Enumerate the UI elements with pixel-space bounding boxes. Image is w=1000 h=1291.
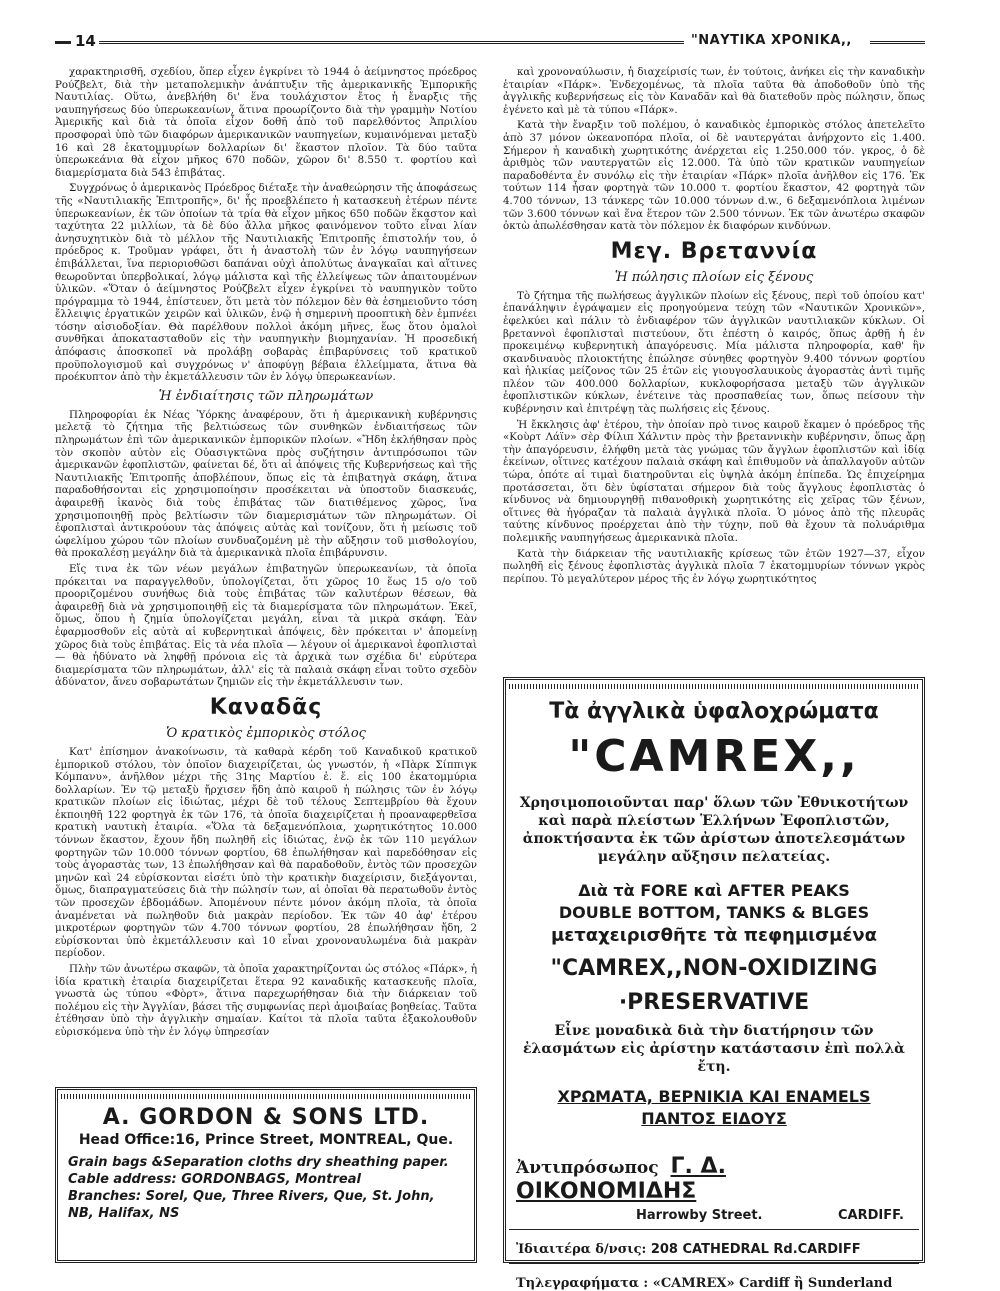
rep-name: Γ. Δ. ΟΙΚΟΝΟΜΙΔΗΣ [516, 1154, 726, 1204]
header-rule-left [55, 41, 71, 44]
section-heading-canada: Καναδᾶς [209, 694, 323, 720]
left-column [55, 66, 477, 1042]
camrex-unique: Εἶνε μοναδικὰ διὰ τὴν διατήρησιν τῶν ἐλασμάτων εἰς ἀρίστην κατάστασιν ἐπὶ πολλὰ ἔτη. [523, 1023, 905, 1075]
camrex-product-type: ·PRESERVATIVE [618, 990, 810, 1015]
paragraph: Κατ' ἐπίσημον ἀνακοίνωσιν, τὰ καθαρὰ κέρδη τοῦ Καναδικοῦ κρατικοῦ ἐμπορικοῦ στόλου, τὸν ὁποῖον διαχειρίζεται, ὡς γνωστόν, ἡ «Πὰρκ Σίππιγκ Κόμπανυ», ἀνῆλθον μέχρι τῆς 31ης Μαρτίου ἐ. ἔ. εἰς 100 ἑκατομμύρια δολλαρίων. Ἐν τῷ μεταξὺ ἤρχισεν ἤδη ἀπὸ καιροῦ ἡ πώλησις τῶν ἐν λόγῳ κρατικῶν πλοίων εἰς ἰδιώτας, μέχρι δὲ τοῦ τέλους Σεπτεμβρίου θὰ ἔχουν ἐκποιηθῆ 122 φορτηγὰ ἐκ τῶν 176, τὰ ὁποῖα διαχειρίζεται ἡ προαναφερθεῖσα κρατικὴ ναυτικὴ ἑταιρία. «Ὅλα τὰ δεξαμενόπλοια, χωρητικότητος 10.000 τόννων ἕκαστον, ἔχουν ἤδη πωληθῆ εἰς ἰδιώτας, ἐνῷ ἐκ τῶν 110 μεγάλων φορτηγῶν τῶν 10.000 τόννων φορτίου, 68 ἐπωλήθησαν καὶ παρεδόθησαν εἰς τοὺς ἀγοραστὰς των, 13 ἐπωλήθησαν καὶ θὰ παραδοθοῦν, ἐντὸς τῶν προσεχῶν μηνῶν καὶ 24 εὑρίσκονται εἰσέτι ὑπὸ τὴν κρατικὴν διαχείρισιν, διεξάγονται, ὅμως, διαπραγματεύσεις διὰ τὴν πώλησίν των, αἱ ὁποῖαι θὰ περατωθοῦν ἐντὸς τῶν προσεχῶν ἑβδομάδων. Ἀπομένουν πέντε μόνον ἀκόμη πλοῖα, τὰ ὁποῖα ἀναμένεται νὰ πωληθοῦν διὰ μακρὰν περίοδον. Ἐκ τῶν 40 ἀφ' ἑτέρου μικροτέρων φορτηγῶν τῶν 4.700 τόννων φορτίου, 28 ἐπωλήθησαν ἤδη, 2 εὑρίσκονται ὑπὸ ἐκμετάλλευσιν καὶ 10 εἶναι χρονοναυλωμένα διὰ μακρὰν περίοδον. [55, 745, 477, 960]
magazine-title: "ΝΑΥΤΙΚΑ ΧΡΟΝΙΚΑ,, [691, 33, 852, 48]
private-label: Ἰδιαιτέρα δ/νσις: [516, 1242, 647, 1257]
rep-address [516, 1208, 912, 1223]
private-address: 208 CATHEDRAL Rd.CARDIFF [650, 1242, 861, 1257]
header-rule-middle [99, 41, 684, 44]
paragraph: Κατὰ τὴν ἔναρξιν τοῦ πολέμου, ὁ καναδικὸς ἐμπορικὸς στόλος ἀπετελεῖτο ἀπὸ 37 μόνον ὠκεανοπόρα πλοῖα, οἱ δὲ ναυτεργάται ἀνήρχοντο εἰς 1.400. Σήμερον ἡ καναδικὴ χωρητικότης ἀνέρχεται εἰς 1.250.000 τόν. γκρος, ὁ δὲ ἀριθμὸς τῶν ναυτεργατῶν εἰς 12.000. Τὰ ὑπὸ τῶν κρατικῶν ναυπηγείων παραδοθέντα ἐν συνόλῳ εἰς τὴν ἑταιρίαν «Πάρκ» πλοῖα ἀνῆλθον εἰς 176. Ἐκ τούτων 114 ἦσαν φορτηγὰ τῶν 10.000 τ. φορτίου ἕκαστον, 42 φορτηγὰ τῶν 4.700 τόννων, 13 τάνκερς τῶν 10.000 τόννων d.w., 6 δεξαμενόπλοια λιμένων τῶν 3.600 τόννων καὶ ἕνα ἕτερον τῶν 2.500 τόννων. Ἐκ τῶν ἀνωτέρω σκαφῶν ὀκτὼ ἀπωλέσθησαν κατὰ τὸν πόλεμον ἐκ διαφόρων κινδύνων. [503, 119, 925, 233]
rep-telegraph: Τηλεγραφήματα : «CAMREX» Cardiff ἢ Sunderland [516, 1276, 893, 1291]
camrex-heading: Τὰ ἀγγλικὰ ὑφαλοχρώματα [549, 699, 879, 724]
camrex-bottom-line: DOUBLE BOTTOM, TANKS & BLGES [558, 903, 870, 922]
subheading-state-fleet: Ὁ κρατικὸς ἐμπορικὸς στόλος [166, 725, 366, 741]
rep-city: CARDIFF. [837, 1208, 904, 1223]
section-heading-great-britain: Μεγ. Βρεταννία [610, 238, 818, 264]
header-rule-right [870, 41, 925, 44]
camrex-claim: Χρησιμοποιοῦνται παρ' ὅλων τῶν Ἐθνικοτήτων καὶ παρὰ πλείστων Ἑλλήνων Ἐφοπλιστῶν, ἀποκτήσαντα ἐκ τῶν ἀρίστων ἀποτελεσμάτων μεγάλην αὔξησιν πελατείας. [519, 795, 909, 865]
rep-street: Harrowby Street. [636, 1208, 763, 1223]
paragraph: Τὸ ζήτημα τῆς πωλήσεως ἀγγλικῶν πλοίων εἰς ξένους, περὶ τοῦ ὁποίου κατ' ἐπανάληψιν ἐγράψαμεν εἰς προηγούμενα τεύχη τῶν «Ναυτικῶν Χρονικῶν», ἐφελκύει καὶ πάλιν τὸ ἐνδιαφέρον τῶν ἀγγλικῶν ναυτιλιακῶν κύκλων. Οἱ βρεταννοὶ ἐφοπλισταὶ πιστεύουν, ὅτι ἐπέστη ὁ καιρός, ὅπως ἀρθῇ ἡ ἐν προκειμένῳ κυβερνητικὴ ἀπαγόρευσις. Μία μάλιστα πληροφορία, καθ' ἣν σκανδιναυὸς πλοιοκτήτης ἐπώλησε σύνηθες φορτηγὸν 9.400 τόννων φορτίου καὶ ἡλικίας μείζονος τῶν 25 ἐτῶν εἰς γιουγοσλαυικοὺς ἀγοραστὰς ἀντὶ τιμῆς πλέον τῶν 400.000 δολλαρίων, κυκλοφορήσασα μεταξὺ τῶν ἀγγλικῶν ἐφοπλιστικῶν κύκλων, ἐνέτεινε τὰς προσπαθείας των, ὅπως πείσουν τὴν κυβέρνησιν καὶ ἐπιτρέψῃ τὰς πωλήσεις εἰς ξένους. [503, 289, 925, 416]
camrex-advertisement [503, 677, 925, 1291]
gordon-company-name: A. GORDON & SONS LTD. [102, 1105, 430, 1130]
camrex-product-name: "CAMREX,,NON-OXIDIZING [550, 956, 878, 981]
gordon-advertisement [55, 1087, 477, 1263]
camrex-colors: ΧΡΩΜΑΤΑ, ΒΕΡΝΙΚΙΑ ΚΑΙ ENAMELS [557, 1087, 871, 1106]
page-header [55, 32, 925, 56]
rep-private-address [516, 1242, 912, 1257]
camrex-colors-all: ΠΑΝΤΟΣ ΕΙΔΟΥΣ [641, 1109, 787, 1128]
subheading-ship-sales: Ἡ πώλησις πλοίων εἰς ξένους [614, 269, 814, 285]
paragraph: Πλὴν τῶν ἀνωτέρω σκαφῶν, τὰ ὁποῖα χαρακτηρίζονται ὡς στόλος «Πάρκ», ἡ ἰδία κρατικὴ ἑταιρία διαχειρίζεται ἕτερα 92 καναδικῆς κατασκευῆς πλοῖα, γνωστὰ ὡς τύπου «Φὸρτ», ἅτινα παρεχωρήθησαν διὰ τὴν διάρκειαν τοῦ πολέμου εἰς τὴν Ἀγγλίαν, βάσει τῆς συμφωνίας περὶ ἀμοιβαίας βοηθείας. Ταῦτα ἐτέθησαν ὑπὸ τὴν ἀγγλικὴν σημαίαν. Καίτοι τὰ πλοῖα ταῦτα ἐξακολουθοῦν εὑρισκόμενα ὑπὸ τὴν ἐν λόγῳ ὑπηρεσίαν [55, 963, 477, 1038]
paragraph: χαρακτηρισθῆ, σχεδίου, ὅπερ εἶχεν ἐγκρίνει τὸ 1944 ὁ ἀείμνηστος πρόεδρος Ρούζβελτ, διὰ τὴν μεταπολεμικὴν ἀνάπτυξιν τῆς ἀμερικανικῆς Ἐμπορικῆς Ναυτιλίας. Οὕτω, ἀνεβλήθη δι' ἕνα τουλάχιστον ἔτος ἡ ἔναρξις τῆς ναυπηγήσεως δύο ὑπερωκεανίων, ἅτινα προωρίζοντο διὰ τὴν γραμμὴν Νοτίου Ἀμερικῆς καὶ διὰ τὰ ὁποῖα εἶχον δοθῆ ἀπὸ τοῦ παρελθόντος Ἀπριλίου προσφοραὶ ὑπὸ τῶν διαφόρων ἀμερικανικῶν ναυπηγείων, κυμαινόμεναι μεταξὺ 16 καὶ 28 ἑκατομμυρίων δολλαρίων δι' ἕκαστον πλοῖον. Τὰ δύο ταῦτα ὑπερωκεάνια θὰ εἶχον μῆκος 670 ποδῶν, χῶρον δι' 8.550 τ. φορτίου καὶ διαμερίσματα διὰ 543 ἐπιβάτας. [55, 66, 477, 179]
page-number: 14 [75, 32, 96, 50]
gordon-cable-address: Cable address: GORDONBAGS, Montreal [68, 1172, 361, 1187]
camrex-use-line: μεταχειρισθῆτε τὰ πεφημισμένα [550, 925, 878, 946]
magazine-page [55, 32, 925, 1291]
hatch-border [509, 684, 919, 689]
right-column [503, 66, 925, 588]
paragraph: Εἴς τινα ἐκ τῶν νέων μεγάλων ἐπιβατηγῶν ὑπερωκεανίων, τὰ ὁποῖα πρόκειται να παραγγελθοῦν, ὑπολογίζεται, ὅτι χῶρος 10 ἕως 15 ο/ο τοῦ προοριζομένου συνήθως διὰ τοὺς ἐπιβάτας τῶν καλυτέρων θέσεων, θὰ ἀφαιρεθῇ διὰ νὰ χρησιμοποιηθῇ εἰς τὰ διαμερίσματα τῶν πληρωμάτων. Ἐκεῖ, ὅμως, ὅπου ἡ ζημία ὑπολογίζεται μεγάλη, εἶναι τὰ μικρὰ σκάφη. Ἐὰν ἐφαρμοσθοῦν εἰς αὐτὰ αἱ κυβερνητικαὶ ἀπόψεις, δὲν πρόκειται ν' ἀπομείνῃ χῶρος διὰ τοὺς ἐπιβάτας. Εἰς τὰ νέα πλοῖα — λέγουν οἱ ἀμερικανοὶ ἐφοπλισταὶ — θὰ ἠδύνατο νὰ ληφθῇ πρόνοια εἰς τὰ ἀρχικὰ των σχέδια δι' εὐρύτερα διαμερίσματα τῶν πληρωμάτων, ἀλλ' εἰς τὰ παλαιὰ σκάφη εἶναι τοῦτο σχεδὸν ἀδύνατον, ἄνευ σοβαρωτάτων ζημιῶν εἰς τὴν ἐκμετάλλευσιν των. [55, 562, 477, 689]
camrex-representative [516, 1154, 912, 1204]
paragraph: καὶ χρονοναύλωσιν, ἡ διαχείρισίς των, ἐν τούτοις, ἀνήκει εἰς τὴν καναδικὴν ἑταιρίαν «Πάρκ». Ἐνδεχομένως, τὰ πλοῖα ταῦτα θὰ ἀποδοθοῦν ὑπὸ τῆς ἀγγλικῆς κυβερνήσεως εἰς τὸν Καναδᾶν καὶ θὰ διατεθοῦν πρὸς πώλησιν, ὅπως ἐγένετο καὶ μὲ τὰ τύπου «Πάρκ». [503, 66, 925, 116]
divider [509, 1229, 919, 1230]
camrex-brand: "CAMREX,, [568, 731, 860, 782]
hatch-border [61, 1094, 471, 1099]
camrex-for-line: Διὰ τὰ FORE καὶ AFTER PEAKS [578, 881, 850, 900]
rep-label: Ἀντιπρόσωπος [516, 1158, 659, 1178]
paragraph: Ἡ ἔκκλησις ἀφ' ἑτέρου, τὴν ὁποίαν πρὸ τινος καιροῦ ἔκαμεν ὁ πρόεδρος τῆς «Κοὺρτ Λάϊν» σὲρ Φίλιπ Χάλντιν πρὸς τὴν βρεταννικὴν κυβέρνησιν, ὅπως ἄρῃ τὴν ἀπαγόρευσιν, ἐλήφθη μετὰ τὰς γνώμας τῶν ἄγγλων ἐφοπλιστῶν καὶ ἰδίᾳ ἐκείνων, οἵτινες κατέχουν παλαιὰ σκάφη καὶ ἐπιθυμοῦν νὰ ἀπαλλαγοῦν αὐτῶν τώρα, ὁπότε αἱ τιμαὶ διατηροῦνται εἰς ὑψηλὰ ἀκόμη ἐπίπεδα. Ὡς ἐπιχείρημα προτάσσεται, ὅτι δὲν ὑφίσταται σήμερον διὰ τοὺς ἄγγλους ἐφοπλιστὰς ὁ κίνδυνος νὰ δημιουργηθῇ πιθανοθρικὴ χωρητικότης εἰς χεῖρας τῶν ξένων, οἵτινες θὰ ἠγόραζαν τὰ παλαιὰ ἀγγλικὰ πλοῖα. Ὁ μόνος ἀπὸ τῆς πλευρᾶς ταύτης κίνδυνος προέρχεται ἀπὸ τὴν τύχην, ποῦ θὰ ἔχουν τὰ πολυάριθμα πολεμικῆς ναυπηγήσεως ἀμερικανικὰ πλοῖα. [503, 418, 925, 544]
divider [509, 1263, 919, 1264]
gordon-products: Grain bags &Separation cloths dry sheathing paper. [68, 1155, 449, 1170]
gordon-head-office: Head Office:16, Prince Street, MONTREAL, Que. [78, 1132, 454, 1148]
subheading-crew-quarters: Ἡ ἐνδιαίτησις τῶν πληρωμάτων [158, 388, 374, 404]
gordon-branches: Branches: Sorel, Que, Three Rivers, Que, St. John, NB, Halifax, NS [68, 1189, 435, 1221]
paragraph: Κατὰ τὴν διάρκειαν τῆς ναυτιλιακῆς κρίσεως τῶν ἐτῶν 1927—37, εἶχον πωληθῆ εἰς ξένους ἐφοπλιστὰς ἀγγλικὰ πλοῖα 7 ἑκατομμυρίων τόννων γκρὸς περίπου. Τὸ μεγαλύτερον μέρος τῆς ἐν λόγῳ χωρητικότητος [503, 547, 925, 585]
paragraph: Συγχρόνως ὁ ἀμερικανὸς Πρόεδρος διέταξε τὴν ἀναθεώρησιν τῆς ἀποφάσεως τῆς «Ναυτιλιακῆς Ἐπιτροπῆς», δι' ἧς προεβλέπετο ἡ κατασκευὴ ἑτέρων πέντε ὑπερωκεανίων, ἐκ τῶν ὁποίων τὰ τρία θὰ εἶχον μῆκος 650 ποδῶν ἕκαστον καὶ ταχύτητα 22 μιλλίων, τὰ δὲ δύο ἄλλα μῆκος φαινόμενον τοῦτο εἶναι λίαν ἀνησυχητικὸν διὰ τὸ μέλλον τῆς Ναυτιλιακῆς Ἐπιτροπῆς ἐπιστολήν του, ὁ πρόεδρος κ. Τροῦμαν γράφει, ὅτι ἡ ἀναστολὴ τῶν ἐν λόγῳ ναυπηγήσεων ἐπιβάλλεται, ἵνα περιοριοθῶσι δαπάναι οὐχὶ ἀπολύτως ἀναγκαῖαι καὶ αἵτινες θεωροῦνται ὑπερβολικαί, λόγῳ μάλιστα καὶ τῆς ἐλλείψεως τῶν ἀπαιτουμένων ὑλικῶν. «Ὅταν ὁ ἀείμνηστος Ρούζβελτ εἶχεν ἐγκρίνει τὸ ναυπηγικὸν τοῦτο πρόγραμμα τὸ 1944, ἐπίστευεν, ὅτι μετὰ τὸν πόλεμον δὲν θὰ ἐσημειοῦντο τόση ἔλλειψις ἐργατικῶν χειρῶν καὶ ὑλικῶν, ἐνῷ ἡ σημερινὴ προοπτικὴ δὲν ἐμπνέει τόσην αἰσιοδοξίαν. Θὰ παρέλθουν πολλοὶ ἀκόμη μῆνες, ἕως ὅτου ὁμαλοὶ συνθῆκαι ἀποκατασταθοῦν εἰς τὴν ναυπηγικὴν βιομηχανίαν. Ἡ προσεδική ἀπόφασις ἀποσκοπεῖ νὰ προλάβῃ σοβαρὰς ἐπιβαρύνσεις τοῦ κρατικοῦ προϋπολογισμοῦ καὶ συγχρόνως ν' ἀποφύγῃ βέβαια ἐλλείμματα, ἅτινα θὰ προέκυπτον ἀπὸ τὴν ἐκμετάλλευσιν τῶν ἐν λόγῳ ὑπερωκεανίων. [55, 182, 477, 384]
paragraph: Πληροφορίαι ἐκ Νέας Ὑόρκης ἀναφέρουν, ὅτι ἡ ἀμερικανικὴ κυβέρνησις μελετᾷ τὸ ζήτημα τῆς βελτιώσεως τῶν συνθηκῶν ἐνδιαιτήσεως τῶν πληρωμάτων ἐπὶ τῶν ἀμερικανικῶν ἐμπορικῶν πλοίων. «Ἤδη ἐκλήθησαν πρὸς τὸν σκοπὸν αὐτὸν εἰς Οὐασιγκτῶνα πρὸς συζήτησιν ἀντιπρόσωποι τῶν ἀμερικανῶν ἐφοπλιστῶν, φαίνεται δέ, ὅτι αἱ ἀπόψεις τῆς Κυβερνήσεως καὶ τῆς Ναυτιλιακῆς Ἐπιτροπῆς ἀποβλέπουν, ὅπως εἰς τὰ ἐπιβατηγὰ σκάφη, ἅτινα παραδοθήσονται εἰς χρησιμοποίησιν προσέκειται νὰ ὑποστοῦν διασκευάς, ἀφαιρεθῇ ἱκανὸς διὰ τοὺς ἐπιβάτας τῶν διατιθέμενος χῶρος, ἵνα χρησιμοποιηθῇ πρὸς βελτίωσιν τῶν διαμερισμάτων τῶν πληρωμάτων. Οἱ ἐφοπλισταὶ ἀντικρούουν τὰς ἀπόψεις αὐτὰς καὶ τονίζουν, ὅτι ἡ μείωσις τοῦ ὠφελίμου χώρου τῶν πλοίων συνδυαζομένη μὲ τὴν αὔξησιν τοῦ μισθολογίου, θὰ προκαλέσῃ μεγάλην διὰ τὰ ἀμερικανικὰ πλοῖα ἐπιβάρυνσιν. [55, 408, 477, 560]
